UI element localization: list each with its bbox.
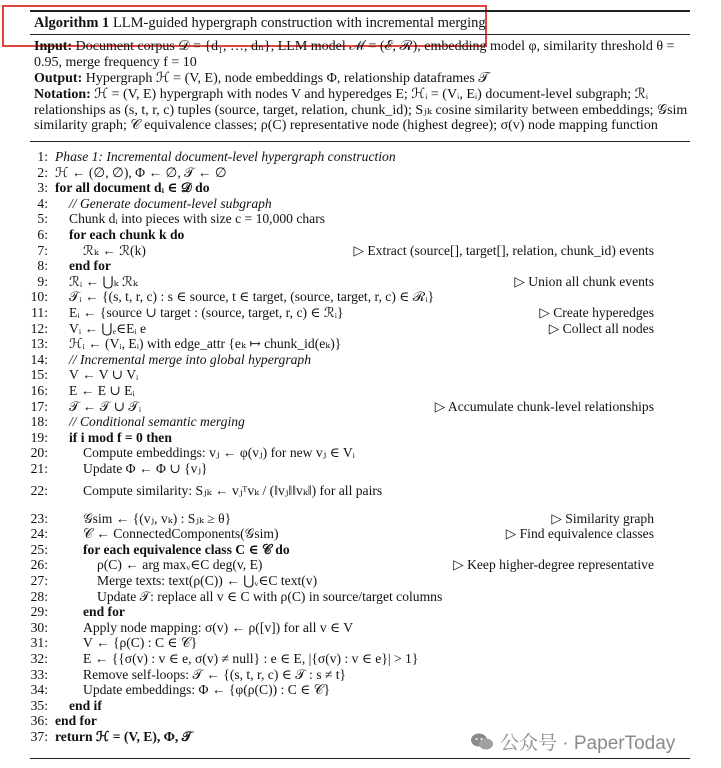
line-number: 24: <box>30 526 48 542</box>
line-number: 32: <box>30 651 48 666</box>
algorithm-line <box>0 305 690 321</box>
line-number: 18: <box>30 414 48 430</box>
algorithm-line <box>0 445 690 461</box>
algorithm-title-text: LLM-guided hypergraph construction with incremental merging <box>112 15 486 31</box>
algorithm-line <box>0 483 690 499</box>
algorithm-line <box>0 604 690 620</box>
line-code: // Conditional semantic merging <box>69 414 245 430</box>
line-code: 𝒯 ← 𝒯 ∪ 𝒯ᵢ <box>69 398 142 414</box>
notation-label: Notation: <box>34 87 91 102</box>
line-code: E ← E ∪ Eᵢ <box>69 383 135 398</box>
line-code: V ← {ρ(C) : C ∈ 𝒞} <box>83 635 198 651</box>
line-code: return ℋ = (V, E), Φ, 𝒯 <box>55 729 193 744</box>
line-number: 20: <box>30 445 48 461</box>
line-code: Update 𝒯: replace all v ∈ C with ρ(C) in source/target columns <box>97 588 443 604</box>
algorithm-line <box>0 589 690 605</box>
line-code: ℛₖ ← ℛ(k) <box>83 242 146 258</box>
line-number: 15: <box>30 367 48 383</box>
notation-text: ℋ = (V, E) hypergraph with nodes V and hyperedges E; ℋᵢ = (Vᵢ, Eᵢ) document-level subgraph; ℛᵢ relationships as (s, t, r, c) tuples (source, target, relation, chunk_id); Sⱼₖ cosine similarity between embeddings; 𝒢sim similarity graph; 𝒞 equivalence classes; ρ(C) representative node (highest degree); σ(v) node mapping function <box>34 87 688 134</box>
algorithm-line <box>0 211 690 227</box>
line-number: 4: <box>37 195 48 211</box>
line-code: ℛᵢ ← ⋃ₖ ℛₖ <box>69 273 138 289</box>
algorithm-line <box>0 430 690 446</box>
line-number: 8: <box>37 258 48 274</box>
notation-block <box>34 87 689 134</box>
line-code: Vᵢ ← ⋃ₑ∈Eᵢ e <box>69 320 147 336</box>
line-code: Apply node mapping: σ(v) ← ρ([v]) for all v ∈ V <box>83 619 354 635</box>
line-number: 31: <box>30 635 48 651</box>
line-number: 1: <box>37 149 48 164</box>
algorithm-line <box>0 620 690 636</box>
output-text: Hypergraph ℋ = (V, E), node embeddings Φ, relationship dataframes 𝒯 <box>85 71 490 86</box>
algorithm-label: Algorithm 1 <box>34 15 110 31</box>
line-number: 29: <box>30 604 48 620</box>
line-number: 21: <box>30 461 48 476</box>
line-code: end for <box>69 258 111 274</box>
line-code: Phase 1: Incremental document-level hypergraph construction <box>55 149 396 164</box>
line-number: 28: <box>30 588 48 604</box>
input-text: Document corpus 𝒟 = {d₁, …, dₙ}, LLM model ℳ = (ℰ, ℛ), embedding model φ, similarity threshold θ = 0.95, merge frequency f = 10 <box>34 39 675 70</box>
line-comment: ▷ Collect all nodes <box>548 320 654 336</box>
line-code: Compute embeddings: vⱼ ← φ(vⱼ) for new vⱼ ∈ Vᵢ <box>83 445 355 461</box>
line-comment: ▷ Accumulate chunk-level relationships <box>434 398 654 414</box>
line-code: ℋᵢ ← (Vᵢ, Eᵢ) with edge_attr {eₖ ↦ chunk_id(eₖ)} <box>69 336 342 352</box>
algorithm-line <box>0 713 690 729</box>
line-number: 10: <box>30 289 48 305</box>
algorithm-line <box>0 651 690 667</box>
line-number: 27: <box>30 573 48 588</box>
algorithm-line <box>0 542 690 558</box>
algorithm-line <box>0 180 690 196</box>
line-code: Merge texts: text(ρ(C)) ← ⋃ᵥ∈C text(v) <box>97 573 318 588</box>
algorithm-line <box>0 289 690 305</box>
line-code: Update Φ ← Φ ∪ {vⱼ} <box>83 461 208 476</box>
algorithm-line <box>0 635 690 651</box>
line-number: 11: <box>31 305 48 320</box>
line-code: 𝒞 ← ConnectedComponents(𝒢sim) <box>83 526 279 542</box>
algorithm-line <box>0 243 690 259</box>
input-label: Input: <box>34 39 73 54</box>
input-block <box>34 39 689 70</box>
line-comment: ▷ Extract (source[], target[], relation, chunk_id) events <box>353 242 654 258</box>
line-code: end for <box>55 713 97 729</box>
line-comment: ▷ Keep higher-degree representative <box>453 557 654 573</box>
algorithm-line <box>0 573 690 589</box>
line-number: 23: <box>30 510 48 526</box>
output-label: Output: <box>34 71 83 86</box>
line-number: 5: <box>37 211 48 227</box>
line-number: 14: <box>30 351 48 367</box>
line-number: 35: <box>30 697 48 713</box>
line-code: end for <box>83 604 125 620</box>
algorithm-line <box>0 227 690 243</box>
algorithm-line <box>0 698 690 714</box>
algorithm-line <box>0 258 690 274</box>
algorithm-line <box>0 321 690 337</box>
algorithm-line <box>0 667 690 683</box>
header-rule <box>30 141 690 142</box>
algorithm-line <box>0 682 690 698</box>
line-number: 2: <box>37 164 48 180</box>
line-code: 𝒯ᵢ ← {(s, t, r, c) : s ∈ source, t ∈ target, (source, target, r, c) ∈ ℛᵢ} <box>69 289 435 305</box>
line-number: 26: <box>30 557 48 573</box>
line-number: 37: <box>30 729 48 744</box>
algorithm-title <box>34 15 486 32</box>
line-code: V ← V ∪ Vᵢ <box>69 367 139 383</box>
line-code: if i mod f = 0 then <box>69 429 172 445</box>
algorithm-line <box>0 336 690 352</box>
line-code: for each equivalence class C ∈ 𝒞 do <box>83 541 290 557</box>
line-number: 9: <box>37 273 48 289</box>
algorithm-line <box>0 196 690 212</box>
line-number: 12: <box>30 320 48 336</box>
line-number: 6: <box>37 227 48 242</box>
algorithm-line <box>0 399 690 415</box>
algorithm-line <box>0 383 690 399</box>
watermark-text: 公众号 · PaperToday <box>500 733 676 754</box>
line-number: 7: <box>37 242 48 258</box>
algorithm-line <box>0 557 690 573</box>
line-code: ρ(C) ← arg maxᵥ∈C deg(v, E) <box>97 557 263 573</box>
line-number: 25: <box>30 541 48 557</box>
line-comment: ▷ Create hyperedges <box>539 305 654 320</box>
line-comment: ▷ Similarity graph <box>551 510 654 526</box>
line-number: 36: <box>30 713 48 729</box>
algorithm-line <box>0 526 690 542</box>
line-number: 3: <box>37 180 48 196</box>
line-code: // Generate document-level subgraph <box>69 195 272 211</box>
algorithm-line <box>0 274 690 290</box>
bottom-rule <box>30 758 690 759</box>
line-comment: ▷ Union all chunk events <box>514 273 654 289</box>
line-code: Remove self-loops: 𝒯 ← {(s, t, r, c) ∈ 𝒯 : s ≠ t} <box>83 666 347 682</box>
top-rule <box>30 10 690 12</box>
line-number: 22: <box>30 482 48 498</box>
line-code: for each chunk k do <box>69 227 185 242</box>
line-code: Chunk dᵢ into pieces with size c = 10,000 chars <box>69 211 326 227</box>
algorithm-line <box>0 511 690 527</box>
algorithm-line <box>0 149 690 165</box>
line-number: 13: <box>30 336 48 352</box>
algorithm-line <box>0 461 690 477</box>
title-rule <box>30 34 690 35</box>
line-code: Compute similarity: Sⱼₖ ← vⱼᵀvₖ / (‖vⱼ‖‖vₖ‖) for all pairs <box>83 482 383 498</box>
line-number: 33: <box>30 666 48 682</box>
algorithm-line <box>0 367 690 383</box>
line-code: ℋ ← (∅, ∅), Φ ← ∅, 𝒯 ← ∅ <box>55 164 227 180</box>
line-code: end if <box>69 697 102 713</box>
algorithm-line <box>0 165 690 181</box>
line-code: // Incremental merge into global hypergraph <box>69 351 311 367</box>
wechat-icon <box>470 732 494 752</box>
line-comment: ▷ Find equivalence classes <box>505 526 654 542</box>
line-number: 34: <box>30 682 48 698</box>
algorithm-line <box>0 414 690 430</box>
line-number: 16: <box>30 383 48 398</box>
output-block <box>34 71 689 87</box>
line-number: 17: <box>30 398 48 414</box>
line-number: 30: <box>30 619 48 635</box>
line-code: E ← {{σ(v) : v ∈ e, σ(v) ≠ null} : e ∈ E, |{σ(v) : v ∈ e}| > 1} <box>83 651 419 666</box>
line-code: Update embeddings: Φ ← {φ(ρ(C)) : C ∈ 𝒞} <box>83 682 331 698</box>
line-code: for all document dᵢ ∈ 𝒟 do <box>55 180 210 196</box>
watermark <box>470 728 675 755</box>
line-code: Eᵢ ← {source ∪ target : (source, target, r, c) ∈ ℛᵢ} <box>69 305 344 320</box>
line-number: 19: <box>30 429 48 445</box>
algorithm-line <box>0 352 690 368</box>
line-code: 𝒢sim ← {(vⱼ, vₖ) : Sⱼₖ ≥ θ} <box>83 510 232 526</box>
